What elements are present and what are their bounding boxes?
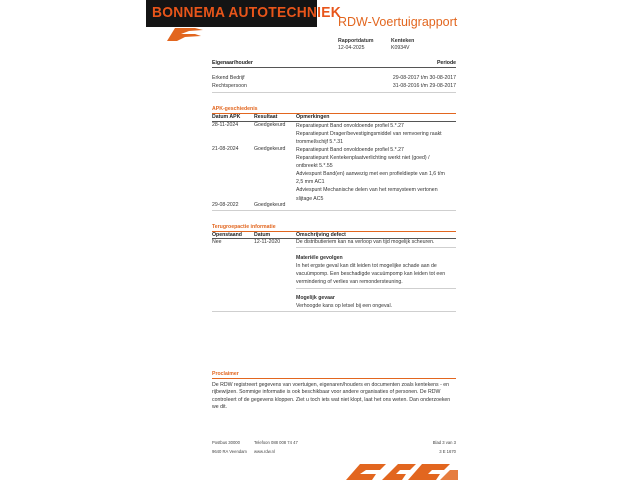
apk-remark: Reparatiepunt Drager/bevestigingsmiddel van remvoering raakt [296,131,442,138]
divider [212,92,456,93]
consequence-text [296,262,445,287]
recall-section-title: Terugroepactie informatie [212,224,276,230]
apk-remark: slijtage AC5 [296,195,324,202]
recall-description: De distributieriem kan na verloop van tijd mogelijk scheuren. [296,239,435,245]
apk-remark: Adviespunt Band(en) aanwezig met een profieldiepte van 1,6 t/m [296,171,445,178]
consequence-line: vacuümpomp. Een beschadigde vacuümpomp kan leiden tot een [296,271,446,278]
footer-city: 9640 RA Veendam [212,449,247,454]
brand-name: BONNEMA AUTOTECHNIEK [152,4,342,21]
report-date-value: 12-04-2025 [338,45,365,51]
apk-result: Goedgekeurd [254,146,286,152]
apk-remark: Reparatiepunt Kentekenplaatverlichting werkt niet (goed) / [296,155,430,162]
plate-label: Kenteken [391,38,415,44]
recall-col-desc: Omschrijving defect [296,232,346,238]
apk-col-result: Resultaat [254,114,278,120]
apk-remark: Adviespunt Mechanische delen van het remsysteem vertonen [296,187,438,194]
consequence-title: Materiële gevolgen [296,255,343,261]
risk-title: Mogelijk gevaar [296,295,335,301]
divider [212,67,456,68]
footer-page: Blad 3 van 3 [432,440,456,445]
apk-date: 29-08-2022 [212,202,239,208]
divider [212,113,456,114]
apk-remarks [296,146,445,203]
footer-web: www.rdw.nl [254,449,275,454]
footer-code: 3 E 1670 [439,449,456,454]
apk-date: 21-08-2024 [212,146,239,152]
owner-period: 29-08-2017 t/m 30-08-2017 [392,75,456,81]
risk-text: Verhoogde kans op letsel bij een ongeval. [296,303,393,309]
divider [212,311,456,312]
owner-period: 31-08-2016 t/m 29-08-2017 [392,83,456,89]
recall-date: 12-11-2020 [254,239,281,245]
apk-remark: ontbreekt 5.*.55 [296,163,333,170]
divider [296,247,456,248]
apk-result: Goedgekeurd [254,202,286,208]
recall-col-date: Datum [254,232,271,238]
disclaimer-line: we dit. [212,404,227,411]
apk-remark: 2,5 mm AC1 [296,179,325,186]
brand-swoosh-icon [165,26,207,42]
brand-stripes-icon [346,462,458,480]
apk-remarks [296,122,442,146]
owners-header-right: Periode [436,60,456,66]
plate-value: K0934V [391,45,410,51]
apk-remark: Reparatiepunt Band onvoldoende profiel 5.*.27 [296,123,404,129]
disclaimer-title: Proclaimer [212,371,239,377]
report-title: RDW-Voertuigrapport [338,15,458,29]
recall-col-open: Openstaand [212,232,242,238]
consequence-line: vermindering of verlies van remondersteuning. [296,279,403,286]
owners-header-left: Eigenaar/houder [212,60,253,66]
footer-po-box: Postbus 30000 [212,440,240,445]
divider [212,378,456,379]
footer-phone: Telefoon 088 008 74 47 [254,440,298,445]
apk-date: 28-11-2024 [212,122,239,128]
consequence-line: In het ergste geval kan dit leiden tot mogelijke schade aan de [296,263,437,269]
apk-col-remarks: Opmerkingen [296,114,330,120]
owner-name: Erkend Bedrijf [212,75,245,81]
apk-col-date: Datum APK [212,114,241,120]
divider [212,210,456,211]
disclaimer-line: rijbewijzen. Sommige informatie is ook beschikbaar voor andere organisaties of personen. De RDW [212,389,441,396]
report-date-label: Rapportdatum [338,38,374,44]
apk-section-title: APK-geschiedenis [212,106,258,112]
disclaimer-line: De RDW registreert gegevens van voertuigen, eigenaren/houders en documenten zoals kentekens - en [212,382,450,388]
divider [296,288,456,289]
disclaimer-text [212,382,457,412]
apk-remark: trommel/schijf 5.*.31 [296,139,343,146]
apk-remark: Reparatiepunt Band onvoldoende profiel 5.*.27 [296,147,404,153]
disclaimer-line: controleert of de gegevens kloppen. Ziet u toch iets wat niet klopt, laat het ons weten. Dan onderzoeken [212,396,451,403]
owner-name: Rechtspersoon [212,83,247,89]
recall-open: Nee [212,239,222,245]
apk-result: Goedgekeurd [254,122,286,128]
